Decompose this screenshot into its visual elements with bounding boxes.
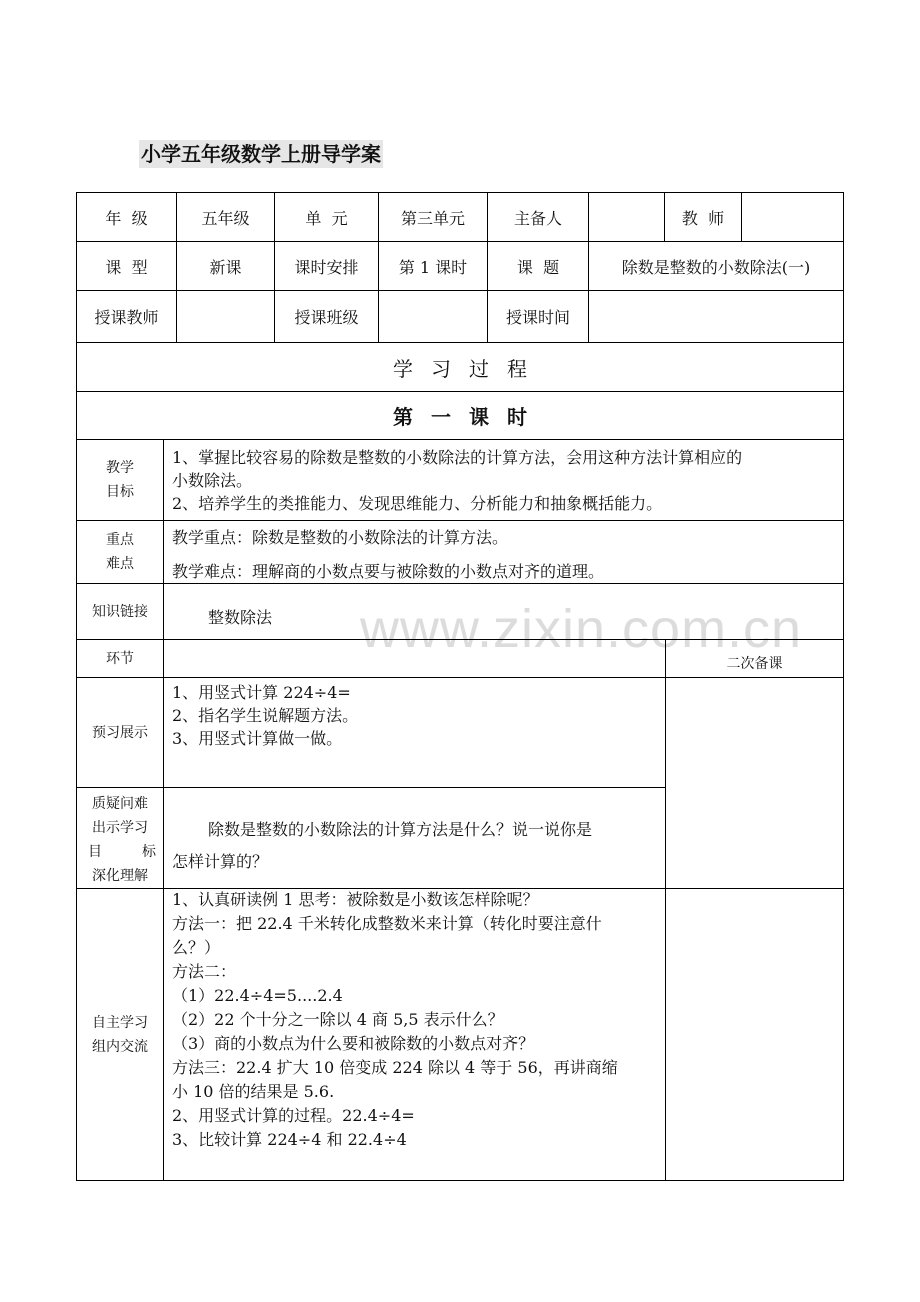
knowledge-link-value: 整数除法 [208, 608, 273, 627]
grade-label: 年 级 [105, 208, 148, 228]
self-study-line: 方法三：22.4 扩大 10 倍变成 224 除以 4 等于 56，再讲商缩 [172, 1058, 618, 1077]
questions-label-line-1: 质疑问难 [92, 796, 148, 812]
objectives-line-1: 1、掌握比较容易的除数是整数的小数除法的计算方法，会用这种方法计算相应的 [172, 448, 743, 467]
unit-value: 第三单元 [400, 208, 465, 228]
objectives-label [76, 439, 164, 521]
self-study-line: （1）22.4÷4=5....2.4 [172, 986, 343, 1005]
self-study-label-line-1: 自主学习 [92, 1014, 148, 1031]
questions-line-1: 除数是整数的小数除法的计算方法是什么？说一说你是 [208, 820, 593, 839]
preview-line-1: 1、用竖式计算 224÷4= [172, 683, 351, 702]
self-study-line: 方法一：把 22.4 千米转化成整数米来计算（转化时要注意什 [172, 914, 602, 933]
topic-value: 除数是整数的小数除法(一) [621, 257, 811, 277]
self-study-line: 么？） [172, 938, 221, 957]
key-point-line: 教学重点：除数是整数的小数除法的计算方法。 [172, 528, 509, 547]
stage-label: 环节 [106, 650, 134, 667]
time-value [588, 290, 844, 343]
class-label: 授课班级 [294, 308, 359, 327]
self-study-line: （3）商的小数点为什么要和被除数的小数点对齐？ [172, 1034, 535, 1053]
lesson-title: 第一课时 [393, 405, 545, 429]
key-points-content [172, 526, 840, 583]
objectives-line-2: 小数除法。 [172, 471, 253, 490]
teacher-value [741, 192, 844, 242]
self-study-line: 小 10 倍的结果是 5.6. [172, 1082, 335, 1101]
objectives-label-line-2: 目标 [106, 484, 134, 500]
lecturer-value [176, 290, 275, 343]
teacher-label: 教 师 [681, 208, 725, 228]
preview-line-2: 2、指名学生说解题方法。 [172, 706, 359, 725]
difficulty-line: 教学难点：理解商的小数点要与被除数的小数点对齐的道理。 [172, 562, 605, 581]
preparer-value [588, 192, 665, 242]
preview-line-3: 3、用竖式计算做一做。 [172, 729, 343, 748]
self-study-content [172, 888, 618, 1152]
questions-content [172, 814, 592, 878]
preparer-label: 主备人 [513, 208, 562, 228]
questions-label-char-a: 目 [88, 844, 102, 860]
key-points-label-line-2: 难点 [106, 556, 134, 572]
schedule-value: 第 1 课时 [398, 257, 468, 277]
type-label: 课 型 [105, 257, 148, 277]
time-label: 授课时间 [505, 308, 570, 327]
objectives-content [172, 446, 840, 515]
questions-label-line-4: 深化理解 [92, 868, 148, 884]
self-study-label-line-2: 组内交流 [92, 1038, 148, 1055]
questions-label-line-2: 出示学习 [92, 820, 148, 836]
self-study-line: 2、用竖式计算的过程。22.4÷4= [172, 1106, 415, 1125]
self-study-line: 方法二： [172, 962, 237, 981]
key-points-label [76, 520, 164, 584]
schedule-label: 课时安排 [294, 257, 359, 277]
preview-label: 预习展示 [92, 724, 148, 741]
watermark: www.zixin.com.cn [360, 599, 803, 659]
self-study-label [76, 888, 164, 1181]
section-title: 学习过程 [393, 356, 545, 381]
unit-label: 单 元 [305, 208, 348, 228]
self-study-line: 1、认真研读例 1 思考：被除数是小数该怎样除呢？ [172, 890, 539, 909]
self-study-line: 3、比较计算 224÷4 和 22.4÷4 [172, 1130, 407, 1149]
objectives-line-3: 2、培养学生的类推能力、发现思维能力、分析能力和抽象概括能力。 [172, 494, 663, 513]
grade-value: 五年级 [201, 208, 250, 228]
key-points-label-line-1: 重点 [106, 532, 134, 548]
document-title: 小学五年级数学上册导学案 [141, 142, 381, 166]
preview-content [172, 681, 358, 750]
questions-label-char-b: 标 [142, 844, 156, 860]
objectives-label-line-1: 教学 [106, 460, 134, 476]
type-value: 新课 [209, 257, 242, 277]
questions-label-line-3 [78, 840, 162, 864]
self-study-line: （2）22 个十分之一除以 4 商 5,5 表示什么？ [172, 1010, 504, 1029]
class-value [378, 290, 488, 343]
knowledge-link-label: 知识链接 [92, 603, 148, 620]
topic-label: 课 题 [516, 257, 560, 277]
lecturer-label: 授课教师 [94, 308, 159, 327]
second-prep-label: 二次备课 [726, 656, 783, 672]
questions-line-2: 怎样计算的？ [172, 852, 269, 871]
questions-label [78, 792, 162, 888]
